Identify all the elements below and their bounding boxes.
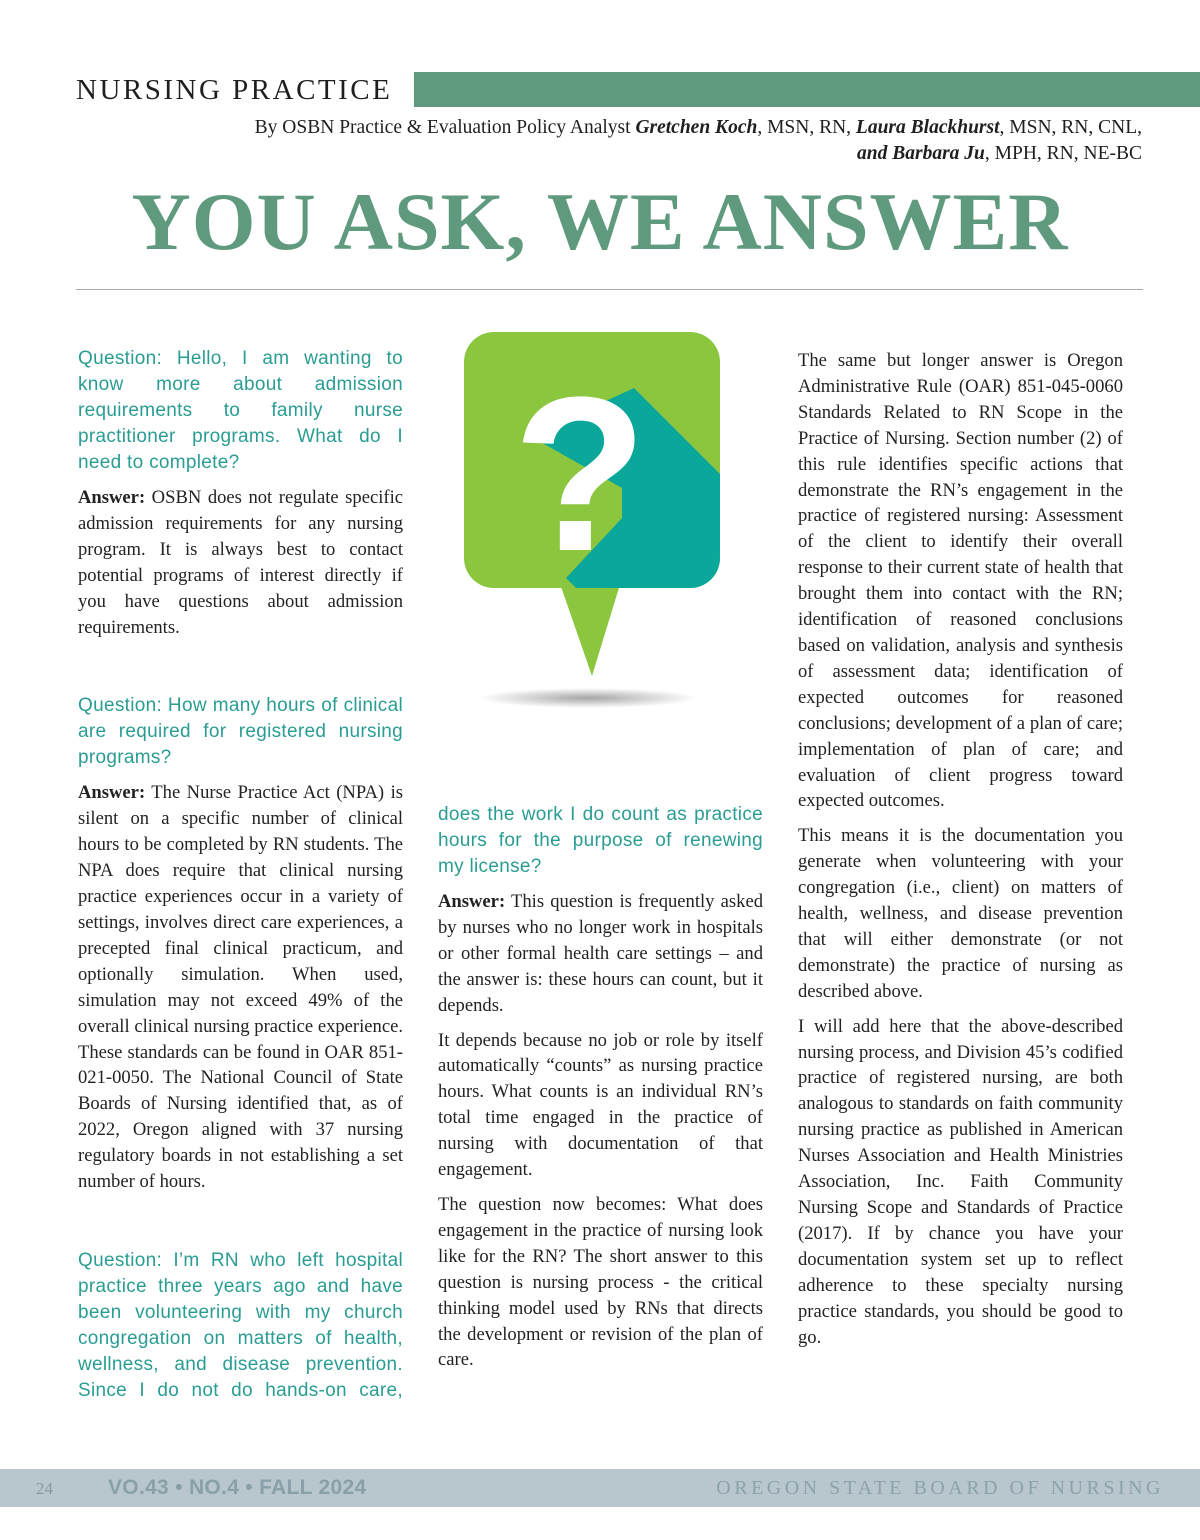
section-label: NURSING PRACTICE [76,74,393,106]
author-name: and Barbara Ju [857,143,985,164]
question-heading: Question: Hello, I am wanting to know more about admission requirements to family nurse practitioner programs. What do I need to complete? [78,348,403,473]
author-credentials: , MSN, RN, [757,117,856,138]
question-heading: Question: How many hours of clinical are required for registered nursing programs? [78,695,403,769]
answer-text: OSBN does not regulate specific admission requirements for any nursing program. It is always best to contact potential programs of interest directly if you have questions about admission requirements. [78,487,403,638]
byline [142,115,1142,167]
body-paragraph: The same but longer answer is Oregon Administrative Rule (OAR) 851-045-0060 Standards Related to RN Scope in the Practice of Nursing. Section number (2) of this rule identifies specific actions that demonstrate the RN’s engagement in the practice of registered nursing: Assessment of the client to identify their overall response to their current state of health that brought them into contact with the RN; identification of reasoned conclusions based on validation, analysis and synthesis of assessment data; identification of expected outcomes for reasoned conclusions; development of a plan of care; implementation of plan of care; and evaluation of client progress toward expected outcomes. [798,350,1123,812]
question-heading: Question: I’m RN who left hospital practice three years ago and have been volunteering with my church congregation on matters of health, wellness, and disease prevention. Since I do not do hands-on care, [78,1249,403,1401]
title-divider [76,289,1143,290]
answer-paragraph [78,780,403,1195]
column-right [798,348,1123,1350]
page-number: 24 [36,1479,53,1498]
body-paragraph: The question now becomes: What does engagement in the practice of nursing look like for the RN? The short answer to this question is nursing process - the critical thinking model used by RNs that directs the development or revision of the plan of care. [438,1193,763,1371]
publisher-name: OREGON STATE BOARD OF NURSING [716,1477,1164,1499]
body-paragraph: I will add here that the above-described nursing process, and Division 45’s codified practice of registered nursing, are both analogous to standards on faith community nursing practice as published in American Nurses Association and Health Ministries Association, Inc. Faith Community Nursing Scope and Standards of Practice (2017). If by chance you have your documentation system set up to reflect adherence to these specialty nursing practice standards, you should be good to go. [798,1015,1123,1348]
question-speech-bubble-icon [446,318,746,718]
author-credentials: , MSN, RN, CNL, [999,117,1142,138]
icon-shadow [478,688,698,708]
answer-label: Answer: [78,487,146,508]
answer-label: Answer: [78,782,146,804]
answer-text: This question is frequently asked by nurses who no longer work in hospitals or other formal health care settings – and the answer is: these hours can count, but it depends. [438,891,763,1016]
column-middle [438,802,763,1373]
answer-paragraph [78,485,403,640]
byline-prefix: By OSBN Practice & Evaluation Policy Analyst [254,117,636,138]
header-accent-bar [414,72,1200,107]
answer-text: The Nurse Practice Act (NPA) is silent on a specific number of clinical hours to be completed by RN students. The NPA does require that clinical nursing practice experiences occur in a variety of settings, involves direct care experiences, a precepted final clinical practicum, and optionally simulation. When used, simulation may not exceed 49% of the overall clinical nursing practice experience. These standards can be found in OAR 851-021-0050. The National Council of State Boards of Nursing identified that, as of 2022, Oregon aligned with 37 nursing regulatory boards in not establishing a set number of hours. [78,782,403,1193]
page-title: YOU ASK, WE ANSWER [131,176,1069,267]
answer-paragraph [438,889,763,1019]
question-mark-glyph: ? [512,351,648,597]
answer-label: Answer: [438,891,506,912]
question-heading: does the work I do count as practice hours for the purpose of renewing my license? [438,804,763,877]
author-name: Gretchen Koch [635,117,758,138]
body-paragraph: This means it is the documentation you generate when volunteering with your congregation (i.e., client) on matters of health, wellness, and disease prevention that will either demonstrate (or not demonstrate) the practice of nursing as described above. [798,825,1123,1002]
author-credentials: , MPH, RN, NE-BC [984,143,1142,164]
issue-label: VO.43 • NO.4 • FALL 2024 [108,1476,367,1499]
author-name: Laura Blackhurst [855,117,1000,138]
body-paragraph: It depends because no job or role by itself automatically “counts” as nursing practice hours. What counts is an individual RN’s total time engaged in the practice of nursing with documentation of that engagement. [438,1029,763,1181]
column-left [78,346,403,1404]
